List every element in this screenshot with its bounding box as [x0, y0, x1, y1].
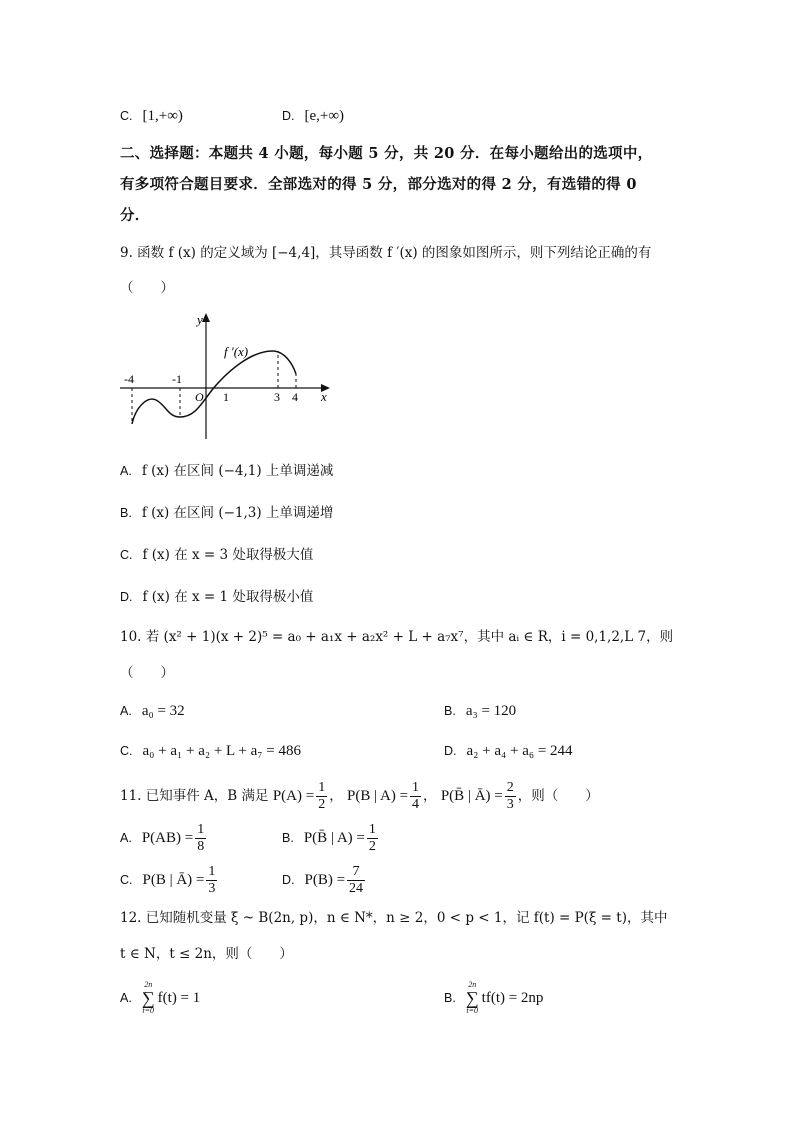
- q12-option-b: [444, 980, 543, 1016]
- option-label: D.: [444, 744, 457, 758]
- q11-given-2-fraction: [410, 780, 421, 813]
- option-label: C.: [120, 548, 133, 562]
- section-heading-line-3: 分．: [120, 207, 150, 224]
- q12-stem-line-1: 12. 已知随机变量 ξ ~ B(2n, p)，n ∈ N*，n ≥ 2，0 < p < 1，记 f(t) = P(ξ = t)，其中: [120, 910, 668, 926]
- derivative-graph: [116, 310, 336, 442]
- prev-option-c: [120, 106, 183, 126]
- q12-stem-line-2: t ∈ N，t ≤ 2n，则（ ）: [120, 946, 293, 962]
- curve-label: f ′(x): [224, 344, 249, 359]
- option-label: A.: [120, 991, 132, 1005]
- option-text: [1,+∞): [142, 108, 183, 124]
- q12-option-a: [120, 980, 200, 1016]
- q10-answer-blank: （ ）: [120, 665, 174, 681]
- option-label: D.: [120, 590, 133, 604]
- denominator: 3: [506, 797, 514, 812]
- numerator: 1: [368, 822, 376, 837]
- option-label: B.: [282, 831, 294, 845]
- summation-symbol: 2n ∑ t=0: [141, 980, 155, 1015]
- denominator: 2: [318, 797, 326, 812]
- denominator: 4: [412, 797, 420, 812]
- denominator: 2: [368, 839, 376, 854]
- section-heading-line-2: 有多项符合题目要求．全部选对的得 5 分，部分选对的得 2 分，有选错的得 0: [120, 176, 637, 193]
- q9-option-a: [120, 461, 333, 481]
- option-text: f (x) 在区间 (−4,1) 上单调递减: [141, 463, 334, 479]
- sum-lower: t=0: [142, 1006, 155, 1015]
- option-text: a₃ = 120: [465, 703, 517, 719]
- numerator: 1: [208, 864, 216, 879]
- option-text: [e,+∞): [304, 108, 345, 124]
- q11-given-2-lhs: P(B | A) =: [346, 788, 409, 804]
- q9-option-c: [120, 545, 313, 565]
- option-text: f (x) 在 x = 1 处取得极小值: [142, 589, 314, 605]
- tick-label-3: 3: [274, 390, 280, 404]
- option-label: A.: [120, 831, 132, 845]
- q9-option-d: [120, 587, 313, 607]
- denominator: 24: [349, 881, 364, 896]
- option-text: f (x) 在区间 (−1,3) 上单调递增: [141, 505, 334, 521]
- option-lhs: P(B̄ | A) =: [303, 830, 365, 846]
- option-label: C.: [120, 109, 133, 123]
- option-label: D.: [282, 873, 295, 887]
- q11-given-1-lhs: P(A) =: [272, 788, 315, 804]
- numerator: 1: [318, 780, 326, 795]
- y-axis-arrow: [202, 313, 210, 322]
- tick-label-neg4: -4: [124, 372, 134, 386]
- option-label: B.: [444, 991, 456, 1005]
- q11-given-3-fraction: [505, 780, 516, 813]
- q10-option-c: [120, 741, 301, 761]
- denominator: 8: [197, 839, 205, 854]
- option-label: C.: [120, 744, 133, 758]
- sum-upper: 2n: [468, 980, 477, 989]
- option-text: a₀ + a₁ + a₂ + L + a₇ = 486: [142, 743, 301, 759]
- option-label: C.: [120, 873, 133, 887]
- sum-lower: t=0: [466, 1006, 479, 1015]
- q11-option-b: [282, 822, 380, 855]
- q9-answer-blank: （ ）: [120, 280, 174, 296]
- option-lhs: P(AB) =: [141, 830, 194, 846]
- option-fraction: [206, 864, 217, 897]
- q11-option-d: [282, 864, 367, 897]
- q11-stem-prefix: 11. 已知事件 A，B 满足: [120, 788, 269, 804]
- denominator: 3: [208, 881, 216, 896]
- q10-option-a: [120, 701, 185, 721]
- option-lhs: P(B | Ā) =: [142, 872, 205, 888]
- tick-label-neg1: -1: [172, 372, 182, 386]
- option-expression: tf(t) = 2np: [481, 990, 544, 1006]
- q11-given-3-lhs: P(B̄ | Ā) =: [440, 788, 503, 804]
- numerator: 7: [347, 864, 365, 881]
- option-text: a₂ + a₄ + a₆ = 244: [466, 743, 573, 759]
- option-expression: f(t) = 1: [157, 990, 201, 1006]
- numerator: 2: [506, 780, 514, 795]
- prev-option-d: [282, 106, 344, 126]
- option-label: A.: [120, 464, 132, 478]
- option-label: B.: [120, 506, 132, 520]
- x-axis-label: x: [321, 389, 327, 404]
- q9-option-b: [120, 503, 333, 523]
- q11-stem-suffix: ，则（ ）: [517, 788, 599, 804]
- option-label: D.: [282, 109, 295, 123]
- q9-stem: 9. 函数 f (x) 的定义域为 [−4,4]，其导函数 f ′(x) 的图象如图所示，则下列结论正确的有: [120, 245, 652, 261]
- q11-option-a: [120, 822, 208, 855]
- y-axis-label: y: [197, 312, 203, 327]
- option-label: B.: [444, 704, 456, 718]
- sum-upper: 2n: [144, 980, 153, 989]
- q10-option-d: [444, 741, 573, 761]
- summation-symbol: 2n ∑ t=0: [465, 980, 479, 1015]
- option-lhs: P(B) =: [304, 872, 346, 888]
- numerator: 1: [412, 780, 420, 795]
- q10-stem: 10. 若 (x² + 1)(x + 2)⁵ = a₀ + a₁x + a₂x² + L + a₇x⁷，其中 aᵢ ∈ R，i = 0,1,2,L 7，则: [120, 629, 674, 645]
- section-heading-line-1: 二、选择题：本题共 4 小题，每小题 5 分，共 20 分．在每小题给出的选项中，: [120, 145, 653, 162]
- numerator: 1: [197, 822, 205, 837]
- option-fraction: [367, 822, 378, 855]
- option-fraction: [195, 822, 206, 855]
- option-text: f (x) 在 x = 3 处取得极大值: [142, 547, 314, 563]
- option-label: A.: [120, 704, 132, 718]
- origin-label: O: [195, 390, 204, 404]
- q11-given-1-fraction: [316, 780, 327, 813]
- option-text: a₀ = 32: [141, 703, 185, 719]
- option-fraction: [347, 864, 365, 897]
- tick-label-1: 1: [223, 390, 229, 404]
- q11-option-c: [120, 864, 219, 897]
- q11-stem: 11. 已知事件 A，B 满足 P(A) = $\frac{1}{2}$ ， P(B | A) = $\frac{1}{4}$ ， P(B̄ | Ā) = $\frac{2}{3}$ ，则（ ）: [120, 780, 599, 812]
- tick-label-4: 4: [292, 390, 298, 404]
- q10-option-b: [444, 701, 516, 721]
